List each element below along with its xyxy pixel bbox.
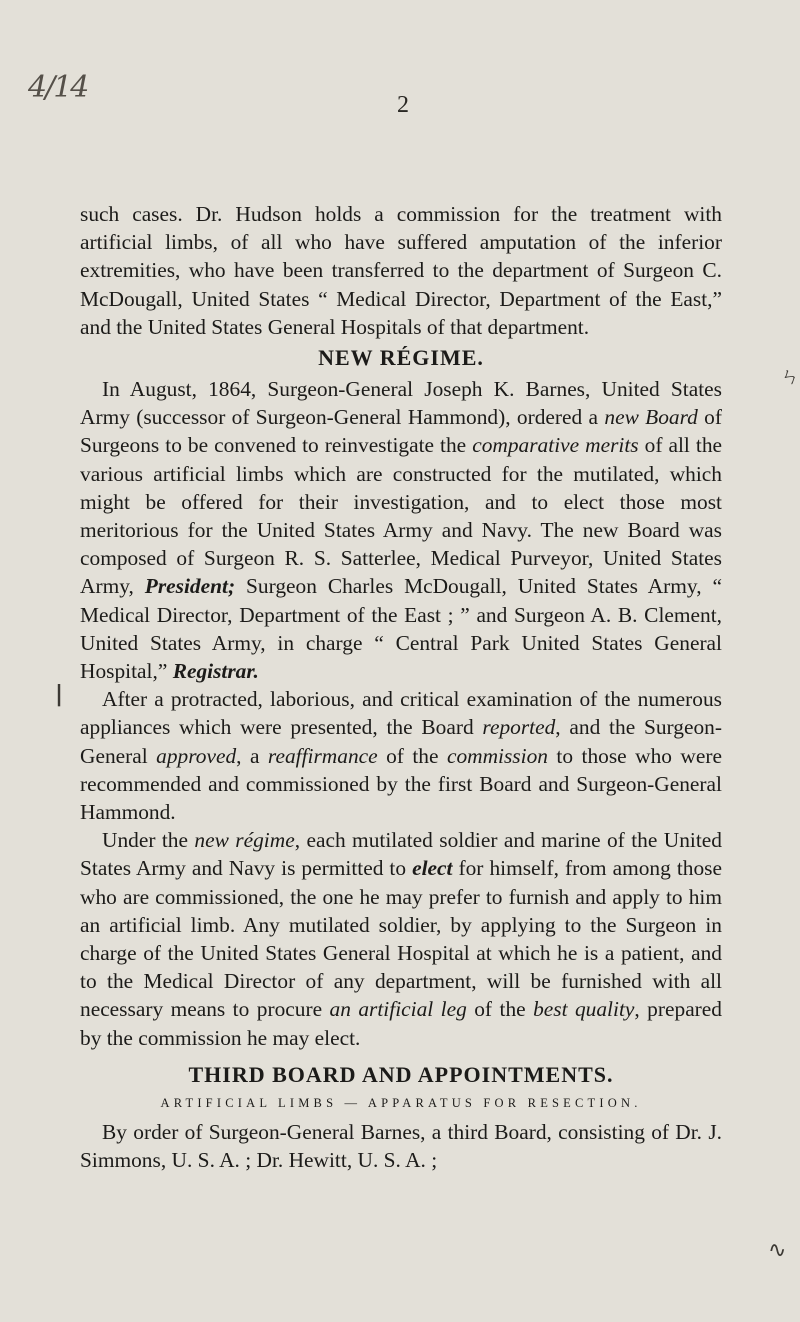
section-heading-third-board: THIRD BOARD AND APPOINTMENTS. (188, 1061, 614, 1087)
paragraph-5: By order of Surgeon-General Barnes, a third Board, consisting of Dr. J. Simmons, U. S. A. ; Dr. Hewitt, U. S. A. ; (80, 1119, 722, 1173)
paragraph-3: After a protracted, laborious, and critical examination of the numerous appliances which were presented, the Board reported, and the Surgeon-General approved, a reaffirmance of the commission to those who were recommended and commissioned by the first Board and Surgeon-General Hammond. (80, 687, 722, 825)
body-text (80, 200, 722, 1174)
paragraph-2: In August, 1864, Surgeon-General Joseph K. Barnes, United States Army (successor of Surgeon-General Hammond), ordered a new Board of Surgeons to be convened to reinvestigate the comparative merits of all the various artificial limbs which are constructed for the mutilated, which might be offered for their investigation, and to elect those most meritorious for the United States Army and Navy. The new Board was composed of Surgeon R. S. Satterlee, Medical Purveyor, United States Army, President; Surgeon Charles McDougall, United States Army, “ Medical Director, Department of the East ; ” and Surgeon A. B. Clement, United States Army, in charge “ Central Park United States General Hospital,” Registrar. (80, 377, 723, 684)
paragraph-4: Under the new régime, each mutilated soldier and marine of the United States Army and Navy is permitted to elect for himself, from among those who are commissioned, the one he may prefer to furnish and apply to him an artificial limb. Any mutilated soldier, by applying to the Surgeon in charge of the United States General Hospital at which he is a patient, and to the Medical Director of any department, will be furnished with all necessary means to procure an artificial leg of the best quality, prepared by the commission he may elect. (80, 828, 722, 1050)
section-subheading: ARTIFICIAL LIMBS — APPARATUS FOR RESECTION. (160, 1095, 642, 1110)
handwritten-annotation: 4/14 (28, 70, 88, 105)
paragraph-1: such cases. Dr. Hudson holds a commission for the treatment with artificial limbs, of all who have suffered amputation of the inferior extremities, who have been transferred to the department of Surgeon C. McDougall, United States “ Medical Director, Department of the East,” and the United States General Hospitals of that department. (80, 202, 722, 339)
page-number: 2 (397, 92, 409, 118)
margin-mark-3: ∿ (768, 1238, 787, 1263)
margin-mark-1: ㄣ (780, 364, 800, 388)
margin-mark-2: | (55, 682, 64, 707)
section-heading-new-regime: NEW RÉGIME. (318, 345, 484, 371)
